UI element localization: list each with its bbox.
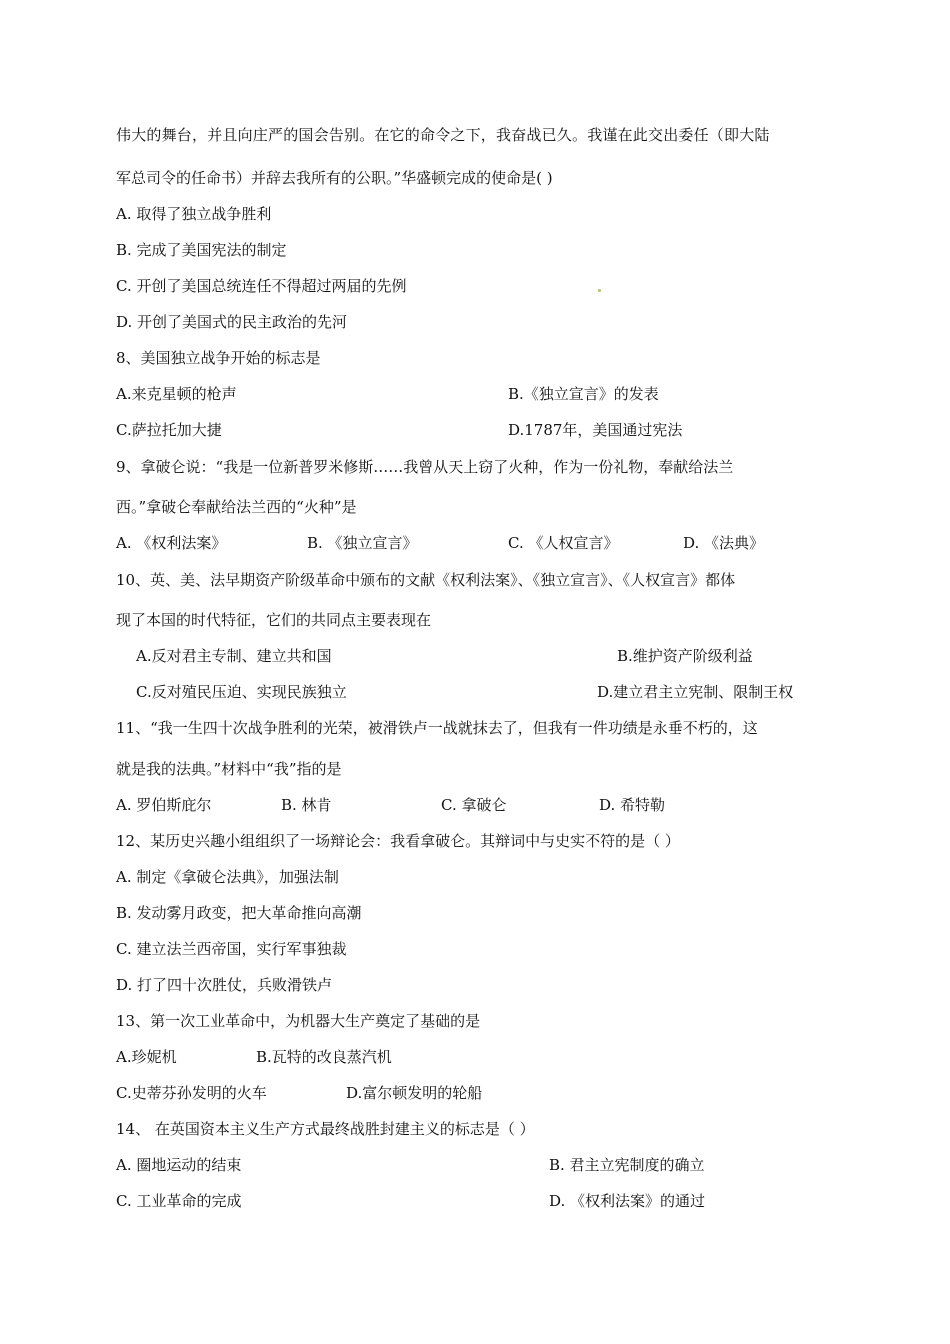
q13-option-a: A.珍妮机: [116, 1048, 177, 1066]
q7-option-c: C. 开创了美国总统连任不得超过两届的先例: [116, 277, 407, 295]
q13-option-c: C.史蒂芬孙发明的火车: [116, 1084, 267, 1102]
question-8: 8、美国独立战争开始的标志是: [116, 349, 321, 367]
paragraph-line-1: 伟大的舞台，并且向庄严的国会告别。在它的命令之下，我奋战已久。我谨在此交出委任（即大陆: [116, 126, 770, 144]
q9-option-a: A. 《权利法案》: [116, 534, 227, 552]
speck-mark: [598, 289, 601, 292]
q9-option-d: D. 《法典》: [683, 534, 765, 552]
q14-option-c: C. 工业革命的完成: [116, 1192, 242, 1210]
paragraph-line-2: 军总司令的任命书）并辞去我所有的公职。”华盛顿完成的使命是( ): [116, 169, 553, 187]
q14-option-b: B. 君主立宪制度的确立: [549, 1156, 705, 1174]
q9-option-b: B. 《独立宣言》: [307, 534, 418, 552]
q11-option-d: D. 希特勒: [599, 796, 666, 814]
q13-option-d: D.富尔顿发明的轮船: [346, 1084, 483, 1102]
q11-option-a: A. 罗伯斯庇尔: [116, 796, 212, 814]
q12-option-d: D. 打了四十次胜仗，兵败滑铁卢: [116, 976, 333, 994]
question-14: 14、 在英国资本主义生产方式最终战胜封建主义的标志是（ ）: [116, 1120, 535, 1138]
q14-option-a: A. 圈地运动的结束: [116, 1156, 242, 1174]
question-11-line-2: 就是我的法典。”材料中“我”指的是: [116, 760, 342, 778]
q12-option-c: C. 建立法兰西帝国，实行军事独裁: [116, 940, 347, 958]
question-12: 12、某历史兴趣小组组织了一场辩论会：我看拿破仑。其辩词中与史实不符的是（ ）: [116, 832, 680, 850]
q9-option-c: C. 《人权宣言》: [508, 534, 619, 552]
q8-option-c: C.萨拉托加大捷: [116, 421, 222, 439]
q10-option-c: C.反对殖民压迫、实现民族独立: [136, 683, 347, 701]
q11-option-c: C. 拿破仑: [441, 796, 507, 814]
question-13: 13、第一次工业革命中，为机器大生产奠定了基础的是: [116, 1012, 481, 1030]
q10-option-a: A.反对君主专制、建立共和国: [136, 647, 332, 665]
q10-option-b: B.维护资产阶级利益: [617, 647, 753, 665]
question-10-line-1: 10、英、美、法早期资产阶级革命中颁布的文献《权利法案》、《独立宣言》、《人权宣言》都体: [116, 571, 736, 589]
question-9-line-1: 9、拿破仑说：“我是一位新普罗米修斯……我曾从天上窃了火种，作为一份礼物，奉献给法兰: [116, 458, 734, 476]
question-11-line-1: 11、“我一生四十次战争胜利的光荣，被滑铁卢一战就抹去了，但我有一件功绩是永垂不朽的，这: [116, 719, 758, 737]
question-10-line-2: 现了本国的时代特征，它们的共同点主要表现在: [116, 611, 432, 629]
q7-option-d: D. 开创了美国式的民主政治的先河: [116, 313, 348, 331]
q12-option-a: A. 制定《拿破仑法典》，加强法制: [116, 868, 339, 886]
q7-option-a: A. 取得了独立战争胜利: [116, 205, 272, 223]
q14-option-d: D. 《权利法案》的通过: [549, 1192, 706, 1210]
q11-option-b: B. 林肯: [281, 796, 332, 814]
q8-option-b: B.《独立宣言》的发表: [508, 385, 659, 403]
question-9-line-2: 西。”拿破仑奉献给法兰西的“火种”是: [116, 498, 357, 516]
q12-option-b: B. 发动雾月政变，把大革命推向高潮: [116, 904, 362, 922]
q8-option-a: A.来克星顿的枪声: [116, 385, 237, 403]
q13-option-b: B.瓦特的改良蒸汽机: [256, 1048, 392, 1066]
q10-option-d: D.建立君主立宪制、限制王权: [597, 683, 794, 701]
q7-option-b: B. 完成了美国宪法的制定: [116, 241, 287, 259]
q8-option-d: D.1787年，美国通过宪法: [508, 421, 683, 439]
